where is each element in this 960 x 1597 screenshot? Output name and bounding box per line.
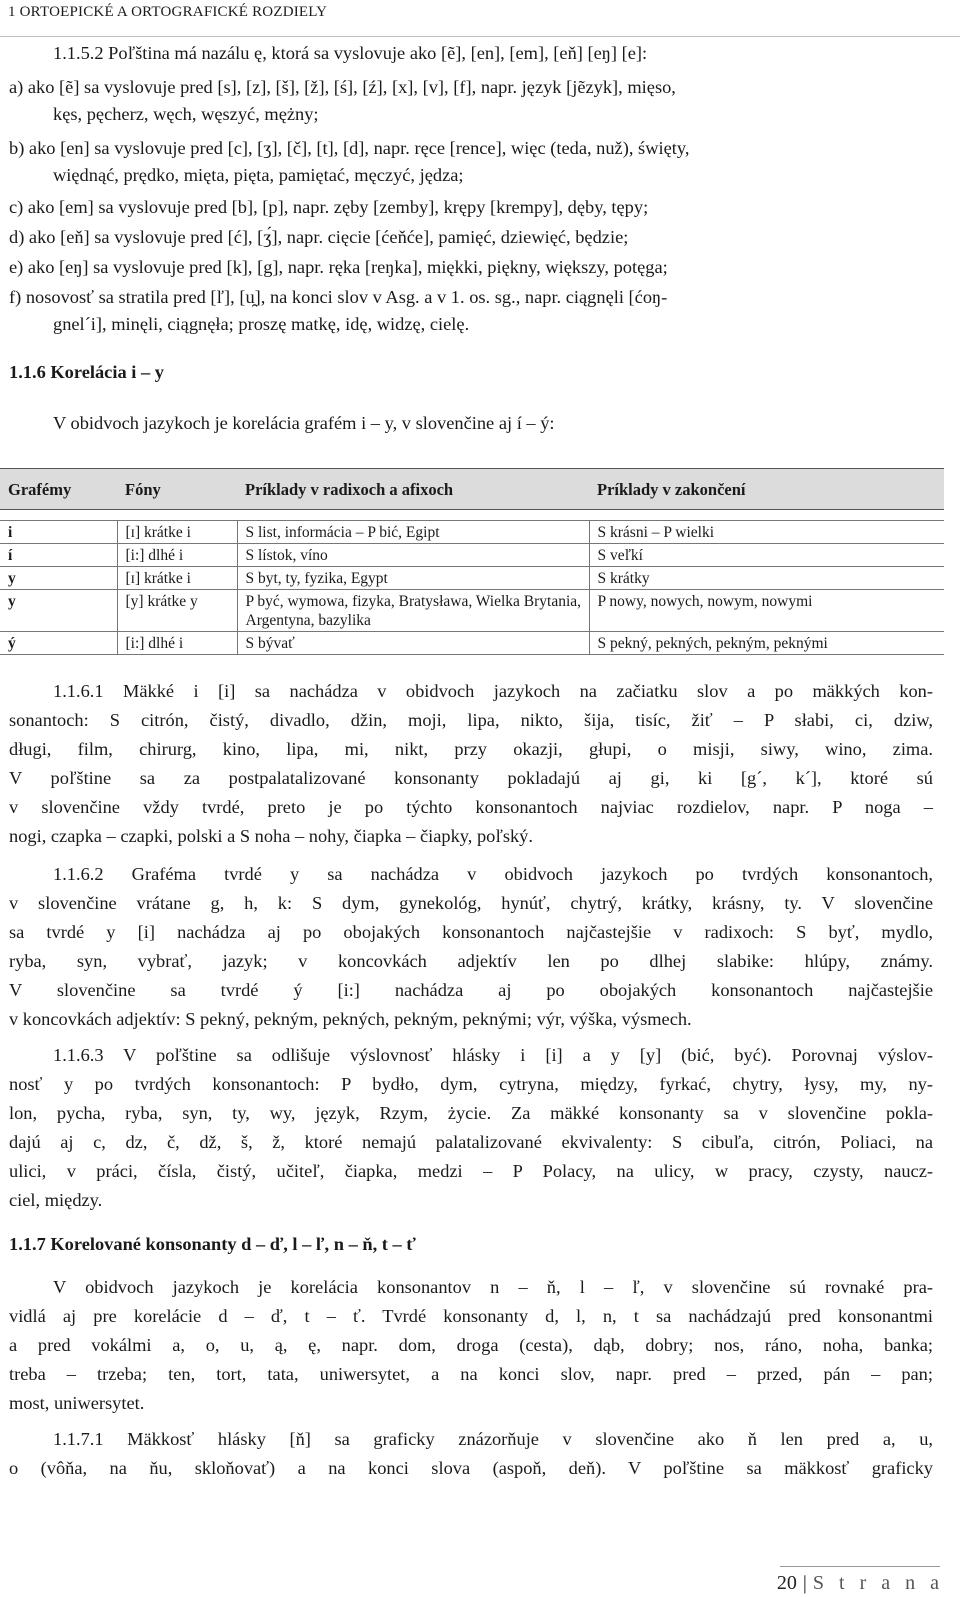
- s1152-heading-line: 1.1.5.2 Poľština má nazálu ę, ktorá sa vyslovuje ako [ẽ], [en], [em], [eň] [eŋ] [e]:: [53, 43, 648, 63]
- p1161-line-5: v slovenčine vždy tvrdé, preto je po týchto konsonantoch najviac rozdielov, napr. P noga –: [9, 797, 933, 817]
- p1162-line-4: ryba, syn, vybrať, jazyk; v koncovkách adjektív len po dlhej slabike: hlúpy, známy.: [9, 951, 933, 971]
- table-cell: ý: [0, 632, 117, 655]
- table-row: [0, 567, 944, 590]
- s1152-item-f: f) nosovosť sa stratila pred [ľ], [u̯], na konci slov v Asg. a v 1. os. sg., napr. ciągnęli [ćoŋ-: [9, 287, 668, 307]
- table-cell: S veľkí: [589, 544, 944, 567]
- table-cell: S krátky: [589, 567, 944, 590]
- table-row: [0, 521, 944, 544]
- page-number: 20: [776, 1572, 797, 1594]
- table-cell: y: [0, 567, 117, 590]
- footer-separator: |: [802, 1572, 807, 1594]
- col-header-fony: Fóny: [117, 469, 237, 510]
- section-heading-116: 1.1.6 Korelácia i – y: [9, 362, 164, 382]
- table-cell: y: [0, 590, 117, 632]
- p117-line-3: a pred vokálmi a, o, u, ą, ę, napr. dom, droga (cesta), dąb, dobry; nos, ráno, noha, banka;: [9, 1335, 933, 1355]
- p1162-line-3: sa tvrdé y [i] nachádza aj po obojakých konsonantoch najčastejšie v radixoch: S byť, mydlo,: [9, 922, 933, 942]
- table-row: [0, 632, 944, 655]
- table-cell: S krásni – P wielki: [589, 521, 944, 544]
- table-cell: í: [0, 544, 117, 567]
- table-cell: S pekný, pekných, pekným, peknými: [589, 632, 944, 655]
- s1152-item-a-cont: kęs, pęcherz, węch, węszyć, mężny;: [53, 104, 319, 124]
- table-cell: P nowy, nowych, nowym, nowymi: [589, 590, 944, 632]
- s1152-item-c: c) ako [em] sa vyslovuje pred [b], [p], napr. zęby [zemby], krępy [krempy], dęby, tępy;: [9, 197, 649, 217]
- col-header-zakoncenie: Príklady v zakončení: [589, 469, 944, 510]
- s1152-item-a: a) ako [ẽ] sa vyslovuje pred [s], [z], [š], [ž], [ś], [ź], [x], [v], [f], napr. język [jẽzyk], mięso,: [9, 77, 676, 97]
- p117-line-5: most, uniwersytet.: [9, 1393, 145, 1413]
- s1152-item-d: d) ako [eň] sa vyslovuje pred [ć], [ʒ́], napr. cięcie [ćeňće], pamięć, dziewięć, będzie;: [9, 227, 629, 247]
- p117-line-2: vidlá aj pre korelácie d – ď, t – ť. Tvrdé konsonanty d, l, n, t sa nachádzajú pred konsonantmi: [9, 1306, 933, 1326]
- table-cell: [ɪ] krátke i: [117, 567, 237, 590]
- p1161-line-3: długi, film, chirurg, kino, lipa, mi, nikt, przy okazji, głupi, o misji, siwy, wino, zima.: [9, 739, 933, 759]
- s1152-item-e: e) ako [eŋ] sa vyslovuje pred [k], [g], napr. ręka [reŋka], miękki, piękny, większy, potęga;: [9, 257, 668, 277]
- table-cell: [i:] dlhé i: [117, 544, 237, 567]
- footer-label: S t r a n a: [812, 1572, 944, 1594]
- p117-line-4: treba – trzeba; ten, tort, tata, uniwersytet, a na konci slov, napr. pred – przed, pán – pan;: [9, 1364, 933, 1384]
- p1162-line-6: v koncovkách adjektív: S pekný, pekným, pekných, pekným, peknými; výr, výška, výsmech.: [9, 1009, 692, 1029]
- p1162-line-2: v slovenčine vrátane g, h, k: S dym, gynekológ, hynúť, chytrý, krátky, krásny, ty. V slovenčine: [9, 893, 933, 913]
- p1163-line-5: ulici, v práci, čísla, čistý, učiteľ, čiapka, medzi – P Polacy, na ulicy, w pracy, czysty, naucz-: [9, 1161, 933, 1181]
- col-header-radixy: Príklady v radixoch a afixoch: [237, 469, 589, 510]
- p117-line-1: V obidvoch jazykoch je korelácia konsonantov n – ň, l – ľ, v slovenčine sú rovnaké pra-: [53, 1277, 933, 1297]
- p1163-line-6: ciel, między.: [9, 1190, 103, 1210]
- page-footer: [777, 1572, 944, 1595]
- table-row: [0, 590, 944, 632]
- p1161-line-6: nogi, czapka – czapki, polski a S noha – nohy, čiapka – čiapky, poľský.: [9, 826, 533, 846]
- table-cell: i: [0, 521, 117, 544]
- table-cell: S bývať: [237, 632, 589, 655]
- table-cell: [y] krátke y: [117, 590, 237, 632]
- p1171-line-1: 1.1.7.1 Mäkkosť hlásky [ň] sa graficky znázorňuje v slovenčine ako ň len pred a, u,: [53, 1429, 933, 1449]
- s1152-item-f-cont: gnel´i], minęli, ciągnęła; proszę matkę, idę, widzę, cielę.: [53, 314, 470, 334]
- s1152-item-b: b) ako [en] sa vyslovuje pred [c], [ʒ], [č], [t], [d], napr. ręce [rence], więc (teda, nuž), święty,: [9, 138, 690, 158]
- p1171-line-2: o (vôňa, na ňu, skloňovať) a na konci slova (aspoň, deň). V poľštine sa mäkkosť graficky: [9, 1458, 933, 1478]
- p1162-line-1: 1.1.6.2 Graféma tvrdé y sa nachádza v obidvoch jazykoch po tvrdých konsonantoch,: [53, 864, 933, 884]
- section-heading-117: 1.1.7 Korelované konsonanty d – ď, l – ľ, n – ň, t – ť: [9, 1234, 416, 1254]
- p1163-line-2: nosť y po tvrdých konsonantoch: P bydło, dym, cytryna, między, fyrkać, chytry, łysy, my, ny-: [9, 1074, 933, 1094]
- p1163-line-4: dajú aj c, dz, č, dž, š, ž, ktoré nemajú palatalizované ekvivalenty: S cibuľa, citrón, Poliaci, na: [9, 1132, 933, 1152]
- p1161-line-2: sonantoch: S citrón, čistý, divadlo, džin, moji, lipa, nikto, šija, tisíc, žiť – P słabi, ci, dziw,: [9, 710, 933, 730]
- running-header: 1 ORTOEPICKÉ A ORTOGRAFICKÉ ROZDIELY: [8, 4, 328, 20]
- table-header-row: [0, 469, 944, 510]
- section-116-intro: V obidvoch jazykoch je korelácia grafém i – y, v slovenčine aj í – ý:: [53, 413, 555, 433]
- table-cell: S byt, ty, fyzika, Egypt: [237, 567, 589, 590]
- p1161-line-1: 1.1.6.1 Mäkké i [i] sa nachádza v obidvoch jazykoch na začiatku slov a po mäkkých kon-: [53, 681, 933, 701]
- table-cell: P być, wymowa, fizyka, Bratysława, Wielka Brytania, Argentyna, bazylika: [237, 590, 589, 632]
- p1162-line-5: V slovenčine sa tvrdé ý [i:] nachádza aj po obojakých konsonantoch najčastejšie: [9, 980, 933, 1000]
- table-row: [0, 544, 944, 567]
- s1152-item-b-cont: więdnąć, prędko, mięta, pięta, pamiętać, męczyć, jędza;: [53, 165, 464, 185]
- col-header-grafemy: Grafémy: [0, 469, 117, 510]
- footer-divider: [780, 1566, 940, 1567]
- table-cell: [i:] dlhé i: [117, 632, 237, 655]
- header-divider: [0, 36, 960, 37]
- p1161-line-4: V poľštine sa za postpalatalizované konsonanty pokladajú aj gi, ki [g´, k´], ktoré sú: [9, 768, 933, 788]
- p1163-line-3: lon, pycha, ryba, syn, ty, wy, język, Rzym, życie. Za mäkké konsonanty sa v slovenčine pokla-: [9, 1103, 933, 1123]
- table-cell: S lístok, víno: [237, 544, 589, 567]
- table-cell: S list, informácia – P bić, Egipt: [237, 521, 589, 544]
- grapheme-table: [0, 468, 944, 655]
- p1163-line-1: 1.1.6.3 V poľštine sa odlišuje výslovnosť hlásky i [i] a y [y] (bić, być). Porovnaj výslov-: [53, 1045, 933, 1065]
- table-cell: [ɪ] krátke i: [117, 521, 237, 544]
- table-spacer: [0, 510, 944, 521]
